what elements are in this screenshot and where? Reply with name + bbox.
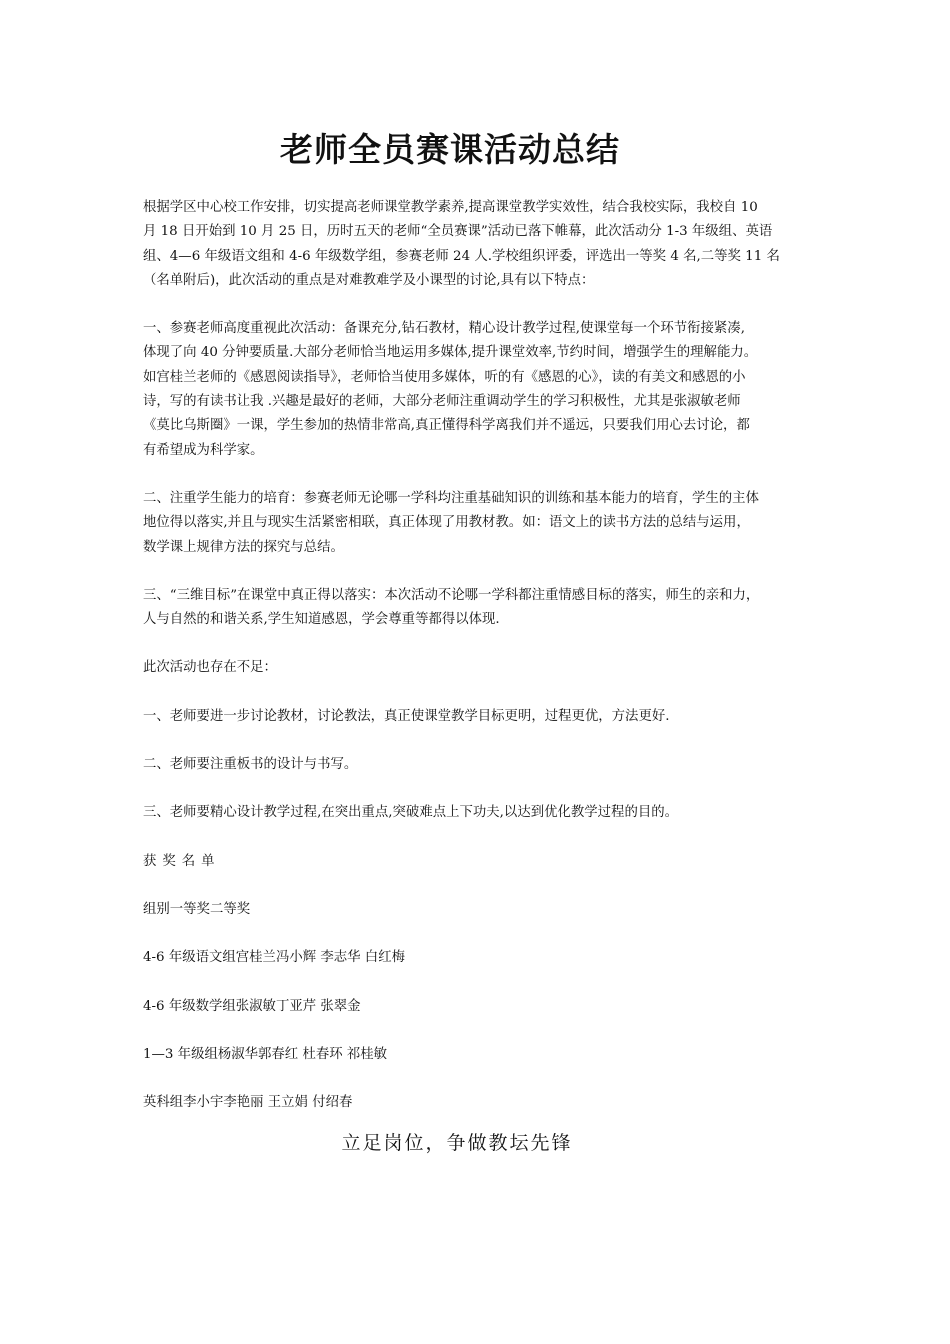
award-row-text: 4-6 年级数学组张淑敏丁亚芹 张翠金 xyxy=(143,998,361,1014)
award-row xyxy=(143,995,813,1019)
shortcoming-item xyxy=(143,753,813,777)
intro-line: 月 18 日开始到 10 月 25 日，历时五天的老师“全员赛课”活动已落下帷幕，此次活动分 1-3 年级组、英语 xyxy=(143,224,773,240)
shortcoming-item xyxy=(143,705,813,729)
intro-line: （名单附后)，此次活动的重点是对难教难学及小课型的讨论,具有以下特点： xyxy=(143,272,595,288)
award-row xyxy=(143,1091,813,1115)
next-section-heading: 立足岗位，争做教坛先锋 xyxy=(341,1132,573,1154)
intro-line: 组、4—6 年级语文组和 4-6 年级数学组，参赛老师 24 人.学校组织评委，评选出一等奖 4 名,二等奖 11 名 xyxy=(143,248,780,264)
point-two-paragraph xyxy=(143,487,813,560)
point-two-line: 数学课上规律方法的探究与总结。 xyxy=(143,539,344,555)
award-heading xyxy=(143,850,813,874)
award-row xyxy=(143,1043,813,1067)
shortcoming-item xyxy=(143,801,813,825)
point-one-line: 诗，写的有读书让我 .兴趣是最好的老师，大部分老师注重调动学生的学习积极性，尤其是张淑敏老师 xyxy=(143,394,741,410)
point-one-line: 体现了向 40 分钟要质量.大部分老师恰当地运用多媒体,提升课堂效率,节约时间，增强学生的理解能力。 xyxy=(143,345,758,361)
shortcoming-text: 二、老师要注重板书的设计与书写。 xyxy=(143,757,358,773)
document-title: 老师全员赛课活动总结 xyxy=(280,130,620,169)
award-columns-text: 组别一等奖二等奖 xyxy=(143,901,251,917)
award-row xyxy=(143,946,813,970)
document-body xyxy=(143,196,813,1139)
intro-line: 根据学区中心校工作安排，切实提高老师课堂教学素养,提高课堂教学实效性，结合我校实际，我校自 10 xyxy=(143,200,758,215)
award-row-text: 4-6 年级语文组宫桂兰冯小辉 李志华 白红梅 xyxy=(143,950,405,966)
award-columns xyxy=(143,898,813,922)
shortcoming-text: 三、老师要精心设计教学过程,在突出重点,突破难点上下功夫,以达到优化教学过程的目的。 xyxy=(143,805,679,821)
point-two-line: 二、注重学生能力的培育：参赛老师无论哪一学科均注重基础知识的训练和基本能力的培育，学生的主体 xyxy=(143,490,759,506)
shortcomings-heading xyxy=(143,656,813,680)
award-heading-text: 获奖名单 xyxy=(143,853,221,869)
intro-paragraph xyxy=(143,196,813,293)
award-row-text: 1—3 年级组杨淑华郭春红 杜春环 祁桂敏 xyxy=(143,1046,388,1062)
point-one-line: 如宫桂兰老师的《感恩阅读指导》，老师恰当使用多媒体，听的有《感恩的心》，读的有美文和感恩的小 xyxy=(143,369,746,385)
point-one-line: 《莫比乌斯圈》一课，学生参加的热情非常高,真正懂得科学离我们并不遥远，只要我们用心去讨论，都 xyxy=(143,418,750,434)
point-two-line: 地位得以落实,并且与现实生活紧密相联，真正体现了用教材教。如：语文上的读书方法的总结与运用， xyxy=(143,515,750,531)
shortcomings-heading-text: 此次活动也存在不足： xyxy=(143,660,277,676)
point-three-line: 人与自然的和谐关系,学生知道感恩，学会尊重等都得以体现. xyxy=(143,612,500,628)
award-row-text: 英科组李小宇李艳丽 王立娟 付绍春 xyxy=(143,1095,353,1111)
point-one-line: 有希望成为科学家。 xyxy=(143,442,264,458)
point-three-line: 三、“三维目标”在课堂中真正得以落实：本次活动不论哪一学科都注重情感目标的落实，师生的亲和力， xyxy=(143,587,760,603)
point-three-paragraph xyxy=(143,584,813,633)
point-one-paragraph xyxy=(143,317,813,463)
shortcoming-text: 一、老师要进一步讨论教材，讨论教法，真正使课堂教学目标更明，过程更优，方法更好. xyxy=(143,708,670,724)
point-one-line: 一、参赛老师高度重视此次活动：备课充分,钻石教材，精心设计教学过程,使课堂每一个环节衔接紧凑, xyxy=(143,321,745,337)
